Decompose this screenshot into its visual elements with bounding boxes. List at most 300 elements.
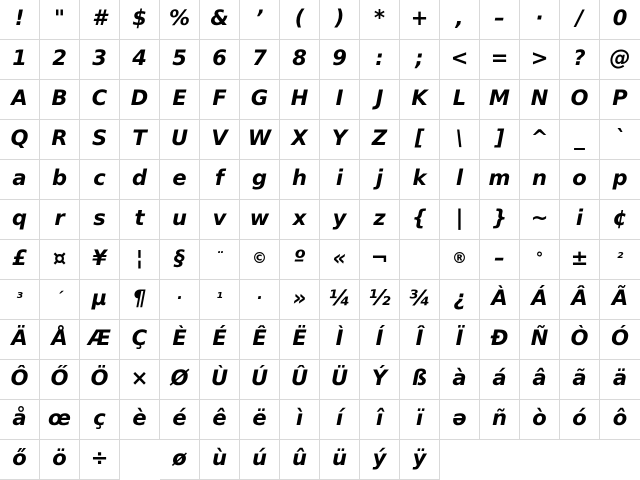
glyph-character: ù — [212, 446, 227, 470]
glyph-cell[interactable] — [360, 120, 400, 160]
glyph-character: « — [332, 246, 347, 270]
glyph-character: u — [172, 206, 187, 230]
glyph-cell[interactable] — [600, 240, 640, 280]
glyph-cell[interactable] — [440, 240, 480, 280]
glyph-cell[interactable] — [0, 360, 40, 400]
glyph-cell[interactable] — [560, 40, 600, 80]
glyph-cell[interactable] — [400, 40, 440, 80]
glyph-character: n — [532, 166, 547, 190]
glyph-cell[interactable] — [160, 200, 200, 240]
glyph-cell[interactable] — [400, 400, 440, 440]
glyph-cell[interactable] — [400, 80, 440, 120]
glyph-character: S — [91, 126, 108, 150]
glyph-cell[interactable] — [480, 80, 520, 120]
glyph-cell[interactable] — [360, 80, 400, 120]
glyph-cell[interactable] — [120, 240, 160, 280]
glyph-cell[interactable] — [600, 400, 640, 440]
glyph-cell[interactable] — [360, 440, 400, 480]
glyph-cell[interactable] — [280, 120, 320, 160]
glyph-character: ] — [494, 126, 505, 150]
glyph-cell[interactable] — [80, 400, 120, 440]
glyph-character: y — [332, 206, 347, 230]
glyph-character: R — [51, 126, 68, 150]
glyph-cell[interactable] — [320, 320, 360, 360]
glyph-cell[interactable] — [480, 240, 520, 280]
glyph-cell[interactable] — [480, 360, 520, 400]
glyph-character: 8 — [292, 46, 307, 70]
glyph-character: ü — [332, 446, 347, 470]
glyph-cell[interactable] — [440, 320, 480, 360]
glyph-cell[interactable] — [520, 440, 560, 480]
glyph-cell[interactable] — [360, 40, 400, 80]
glyph-character: é — [172, 406, 187, 430]
glyph-cell[interactable] — [0, 280, 40, 320]
glyph-cell[interactable] — [80, 0, 120, 40]
glyph-cell[interactable] — [280, 40, 320, 80]
glyph-character: µ — [91, 286, 108, 310]
glyph-cell[interactable] — [360, 0, 400, 40]
glyph-cell[interactable] — [240, 160, 280, 200]
glyph-cell[interactable] — [120, 200, 160, 240]
glyph-cell[interactable] — [40, 320, 80, 360]
glyph-cell[interactable] — [400, 360, 440, 400]
glyph-cell[interactable] — [40, 0, 80, 40]
glyph-cell[interactable] — [240, 320, 280, 360]
glyph-cell[interactable] — [360, 320, 400, 360]
glyph-character: ê — [212, 406, 227, 430]
glyph-character: Ê — [252, 326, 267, 350]
glyph-cell[interactable] — [80, 80, 120, 120]
glyph-character: å — [12, 406, 27, 430]
glyph-cell[interactable] — [160, 320, 200, 360]
glyph-cell[interactable] — [320, 440, 360, 480]
glyph-character: Ý — [371, 366, 388, 390]
glyph-cell[interactable] — [40, 400, 80, 440]
glyph-character: Á — [531, 286, 548, 310]
glyph-cell[interactable] — [440, 120, 480, 160]
glyph-cell[interactable] — [600, 200, 640, 240]
glyph-character: " — [54, 6, 65, 30]
glyph-cell[interactable] — [80, 320, 120, 360]
glyph-cell[interactable] — [360, 360, 400, 400]
glyph-cell[interactable] — [520, 200, 560, 240]
glyph-cell[interactable] — [120, 120, 160, 160]
glyph-cell[interactable] — [160, 0, 200, 40]
glyph-cell[interactable] — [120, 360, 160, 400]
glyph-character: à — [452, 366, 467, 390]
glyph-character: ÷ — [90, 446, 109, 470]
glyph-character: _ — [574, 126, 585, 150]
glyph-cell[interactable] — [560, 440, 600, 480]
glyph-cell[interactable] — [480, 320, 520, 360]
glyph-character: } — [492, 206, 507, 230]
glyph-character: ï — [415, 406, 424, 430]
glyph-cell[interactable] — [360, 160, 400, 200]
glyph-cell[interactable] — [440, 400, 480, 440]
glyph-cell[interactable] — [80, 120, 120, 160]
glyph-cell[interactable] — [520, 240, 560, 280]
glyph-cell[interactable] — [200, 360, 240, 400]
glyph-cell[interactable] — [440, 0, 480, 40]
glyph-character: $ — [132, 6, 147, 30]
glyph-cell[interactable] — [160, 440, 200, 480]
glyph-character: ó — [572, 406, 587, 430]
glyph-cell[interactable] — [0, 440, 40, 480]
glyph-character: ´ — [55, 289, 64, 307]
glyph-cell[interactable] — [320, 360, 360, 400]
glyph-cell[interactable] — [600, 280, 640, 320]
glyph-character: M — [489, 86, 510, 110]
glyph-cell[interactable] — [400, 0, 440, 40]
glyph-character: d — [131, 166, 148, 190]
glyph-cell[interactable] — [80, 40, 120, 80]
glyph-character: o — [572, 166, 587, 190]
glyph-character: á — [492, 366, 507, 390]
glyph-cell[interactable] — [240, 120, 280, 160]
glyph-character: ø — [172, 446, 187, 470]
glyph-cell[interactable] — [560, 160, 600, 200]
glyph-cell[interactable] — [320, 200, 360, 240]
glyph-cell[interactable] — [600, 360, 640, 400]
glyph-cell[interactable] — [200, 0, 240, 40]
glyph-character: q — [11, 206, 28, 230]
glyph-character: § — [174, 246, 185, 270]
glyph-cell[interactable] — [560, 280, 600, 320]
glyph-cell[interactable] — [440, 200, 480, 240]
glyph-cell[interactable] — [560, 0, 600, 40]
glyph-cell[interactable] — [320, 240, 360, 280]
glyph-character: t — [134, 206, 145, 230]
glyph-cell[interactable] — [160, 160, 200, 200]
glyph-cell[interactable] — [320, 400, 360, 440]
glyph-character: ¶ — [132, 286, 147, 310]
glyph-character: © — [252, 249, 267, 267]
glyph-cell[interactable] — [120, 0, 160, 40]
glyph-cell[interactable] — [200, 440, 240, 480]
glyph-cell[interactable] — [480, 400, 520, 440]
glyph-cell[interactable] — [200, 40, 240, 80]
glyph-cell[interactable] — [120, 400, 160, 440]
glyph-cell[interactable] — [280, 80, 320, 120]
glyph-cell[interactable] — [520, 80, 560, 120]
glyph-character: , — [455, 6, 464, 30]
glyph-character: ! — [14, 6, 25, 30]
glyph-cell[interactable] — [80, 160, 120, 200]
glyph-cell[interactable] — [280, 280, 320, 320]
glyph-character: ) — [334, 6, 345, 30]
glyph-cell[interactable] — [320, 280, 360, 320]
glyph-character: ¦ — [135, 246, 144, 270]
glyph-character: Ó — [611, 326, 629, 350]
glyph-character: * — [374, 6, 385, 30]
glyph-character: a — [12, 166, 27, 190]
glyph-cell[interactable] — [560, 360, 600, 400]
glyph-character: ő — [12, 446, 27, 470]
glyph-cell[interactable] — [240, 280, 280, 320]
glyph-cell[interactable] — [600, 80, 640, 120]
glyph-cell[interactable] — [280, 440, 320, 480]
glyph-cell[interactable] — [400, 160, 440, 200]
glyph-cell[interactable] — [280, 320, 320, 360]
glyph-cell[interactable] — [160, 400, 200, 440]
glyph-cell[interactable] — [600, 120, 640, 160]
glyph-character: m — [488, 166, 511, 190]
glyph-character: x — [292, 206, 307, 230]
glyph-cell[interactable] — [40, 360, 80, 400]
glyph-cell[interactable] — [600, 440, 640, 480]
glyph-character: D — [130, 86, 149, 110]
glyph-cell[interactable] — [160, 240, 200, 280]
glyph-character: ò — [532, 406, 547, 430]
glyph-cell[interactable] — [560, 80, 600, 120]
glyph-character: 3 — [92, 46, 107, 70]
glyph-cell[interactable] — [0, 80, 40, 120]
glyph-cell[interactable] — [200, 160, 240, 200]
glyph-cell[interactable] — [80, 360, 120, 400]
glyph-cell[interactable] — [520, 0, 560, 40]
glyph-cell[interactable] — [320, 40, 360, 80]
glyph-character: ? — [573, 46, 586, 70]
glyph-character: ² — [616, 249, 624, 267]
glyph-cell[interactable] — [240, 240, 280, 280]
glyph-cell[interactable] — [600, 40, 640, 80]
glyph-cell[interactable] — [360, 240, 400, 280]
glyph-character: ä — [612, 366, 628, 390]
glyph-cell[interactable] — [200, 280, 240, 320]
glyph-character: 4 — [132, 46, 147, 70]
glyph-character: k — [412, 166, 427, 190]
glyph-character: b — [51, 166, 68, 190]
glyph-character: ¿ — [453, 286, 466, 310]
glyph-character: Ő — [50, 366, 69, 390]
glyph-character: – — [494, 246, 505, 270]
glyph-character: E — [172, 86, 187, 110]
glyph-character: ý — [372, 446, 387, 470]
glyph-cell[interactable] — [200, 80, 240, 120]
glyph-character: × — [130, 366, 149, 390]
glyph-cell[interactable] — [240, 400, 280, 440]
glyph-cell[interactable] — [240, 440, 280, 480]
glyph-cell[interactable] — [360, 200, 400, 240]
glyph-cell[interactable] — [480, 120, 520, 160]
glyph-cell[interactable] — [480, 160, 520, 200]
glyph-character: 0 — [612, 6, 628, 30]
glyph-character: ǝ — [452, 406, 467, 430]
glyph-character: r — [54, 206, 65, 230]
glyph-cell[interactable] — [0, 320, 40, 360]
glyph-cell[interactable] — [560, 320, 600, 360]
glyph-character: A — [11, 86, 28, 110]
glyph-character: U — [170, 126, 189, 150]
glyph-cell[interactable] — [480, 280, 520, 320]
glyph-cell[interactable] — [280, 0, 320, 40]
glyph-cell[interactable] — [120, 440, 160, 480]
glyph-character: 5 — [172, 46, 187, 70]
glyph-cell[interactable] — [400, 120, 440, 160]
glyph-cell[interactable] — [0, 400, 40, 440]
glyph-cell[interactable] — [360, 280, 400, 320]
glyph-character: X — [291, 126, 308, 150]
glyph-cell[interactable] — [440, 40, 480, 80]
glyph-character: Ã — [611, 286, 629, 310]
glyph-cell[interactable] — [120, 280, 160, 320]
glyph-character: : — [375, 46, 384, 70]
glyph-cell[interactable] — [520, 360, 560, 400]
glyph-cell[interactable] — [560, 120, 600, 160]
glyph-cell[interactable] — [80, 240, 120, 280]
glyph-cell[interactable] — [280, 400, 320, 440]
glyph-character: ¤ — [52, 246, 67, 270]
glyph-cell[interactable] — [0, 200, 40, 240]
glyph-cell[interactable] — [520, 160, 560, 200]
glyph-cell[interactable] — [40, 40, 80, 80]
glyph-cell[interactable] — [520, 40, 560, 80]
glyph-character: L — [452, 86, 467, 110]
glyph-cell[interactable] — [320, 80, 360, 120]
glyph-cell[interactable] — [160, 360, 200, 400]
glyph-cell[interactable] — [440, 160, 480, 200]
glyph-character: 6 — [212, 46, 227, 70]
glyph-cell[interactable] — [440, 80, 480, 120]
glyph-cell[interactable] — [520, 320, 560, 360]
glyph-cell[interactable] — [240, 80, 280, 120]
glyph-cell[interactable] — [600, 160, 640, 200]
glyph-cell[interactable] — [400, 440, 440, 480]
glyph-character: T — [132, 126, 147, 150]
glyph-character: É — [212, 326, 227, 350]
glyph-cell[interactable] — [480, 0, 520, 40]
glyph-character: Ï — [455, 326, 464, 350]
glyph-character: i — [335, 166, 344, 190]
glyph-cell[interactable] — [40, 440, 80, 480]
glyph-character: e — [172, 166, 187, 190]
glyph-cell[interactable] — [120, 160, 160, 200]
glyph-character: – — [494, 6, 505, 30]
glyph-cell[interactable] — [600, 320, 640, 360]
glyph-character: J — [375, 86, 384, 110]
glyph-cell[interactable] — [0, 160, 40, 200]
glyph-cell[interactable] — [80, 440, 120, 480]
glyph-character: < — [450, 46, 469, 70]
glyph-cell[interactable] — [40, 240, 80, 280]
glyph-cell[interactable] — [240, 40, 280, 80]
glyph-cell[interactable] — [80, 200, 120, 240]
glyph-cell[interactable] — [560, 200, 600, 240]
glyph-character: C — [91, 86, 108, 110]
glyph-character: ú — [252, 446, 267, 470]
glyph-cell[interactable] — [280, 200, 320, 240]
glyph-cell[interactable] — [0, 240, 40, 280]
glyph-cell[interactable] — [0, 0, 40, 40]
glyph-cell[interactable] — [480, 440, 520, 480]
glyph-cell[interactable] — [40, 200, 80, 240]
glyph-cell[interactable] — [200, 320, 240, 360]
glyph-cell[interactable] — [200, 400, 240, 440]
glyph-character: » — [292, 286, 307, 310]
glyph-character: w — [249, 206, 270, 230]
glyph-character: + — [410, 6, 429, 30]
glyph-cell[interactable] — [120, 40, 160, 80]
glyph-cell[interactable] — [200, 200, 240, 240]
glyph-character: ö — [52, 446, 67, 470]
glyph-cell[interactable] — [0, 120, 40, 160]
glyph-cell[interactable] — [400, 240, 440, 280]
glyph-cell[interactable] — [200, 240, 240, 280]
glyph-cell[interactable] — [120, 80, 160, 120]
glyph-cell[interactable] — [520, 400, 560, 440]
glyph-cell[interactable] — [200, 120, 240, 160]
glyph-cell[interactable] — [480, 200, 520, 240]
glyph-cell[interactable] — [120, 320, 160, 360]
glyph-character: Â — [571, 286, 588, 310]
glyph-character: 1 — [12, 46, 27, 70]
glyph-cell[interactable] — [160, 120, 200, 160]
glyph-character: Ü — [330, 366, 349, 390]
glyph-cell[interactable] — [400, 320, 440, 360]
glyph-character: º — [293, 246, 306, 270]
glyph-character: œ — [48, 406, 71, 430]
glyph-cell[interactable] — [40, 280, 80, 320]
glyph-cell[interactable] — [160, 280, 200, 320]
glyph-cell[interactable] — [160, 80, 200, 120]
glyph-character: ¾ — [408, 286, 431, 310]
glyph-cell[interactable] — [320, 0, 360, 40]
glyph-character: p — [612, 166, 628, 190]
glyph-character: v — [212, 206, 227, 230]
glyph-cell[interactable] — [280, 240, 320, 280]
glyph-cell[interactable] — [440, 280, 480, 320]
glyph-character: | — [455, 206, 464, 230]
glyph-character: Ô — [10, 366, 29, 390]
glyph-character: Í — [375, 326, 384, 350]
glyph-character: Ò — [570, 326, 589, 350]
glyph-cell[interactable] — [520, 280, 560, 320]
glyph-cell[interactable] — [80, 280, 120, 320]
glyph-cell[interactable] — [560, 400, 600, 440]
glyph-cell[interactable] — [240, 360, 280, 400]
glyph-character: Æ — [88, 326, 111, 350]
glyph-cell[interactable] — [400, 280, 440, 320]
glyph-cell[interactable] — [240, 200, 280, 240]
glyph-cell[interactable] — [600, 0, 640, 40]
glyph-character: â — [532, 366, 547, 390]
glyph-cell[interactable] — [320, 160, 360, 200]
glyph-character: û — [292, 446, 307, 470]
glyph-cell[interactable] — [560, 240, 600, 280]
glyph-character — [416, 251, 422, 266]
glyph-cell[interactable] — [440, 440, 480, 480]
glyph-cell[interactable] — [320, 120, 360, 160]
glyph-cell[interactable] — [360, 400, 400, 440]
glyph-cell[interactable] — [280, 160, 320, 200]
glyph-cell[interactable] — [280, 360, 320, 400]
glyph-character: z — [373, 206, 386, 230]
glyph-cell[interactable] — [40, 120, 80, 160]
glyph-cell[interactable] — [0, 40, 40, 80]
glyph-cell[interactable] — [400, 200, 440, 240]
glyph-character: · — [176, 289, 183, 307]
glyph-cell[interactable] — [480, 40, 520, 80]
glyph-cell[interactable] — [40, 80, 80, 120]
glyph-character: ` — [614, 126, 626, 150]
glyph-cell[interactable] — [160, 40, 200, 80]
glyph-cell[interactable] — [520, 120, 560, 160]
glyph-character: W — [247, 126, 272, 150]
glyph-cell[interactable] — [240, 0, 280, 40]
glyph-cell[interactable] — [440, 360, 480, 400]
glyph-character: f — [214, 166, 225, 190]
glyph-cell[interactable] — [40, 160, 80, 200]
